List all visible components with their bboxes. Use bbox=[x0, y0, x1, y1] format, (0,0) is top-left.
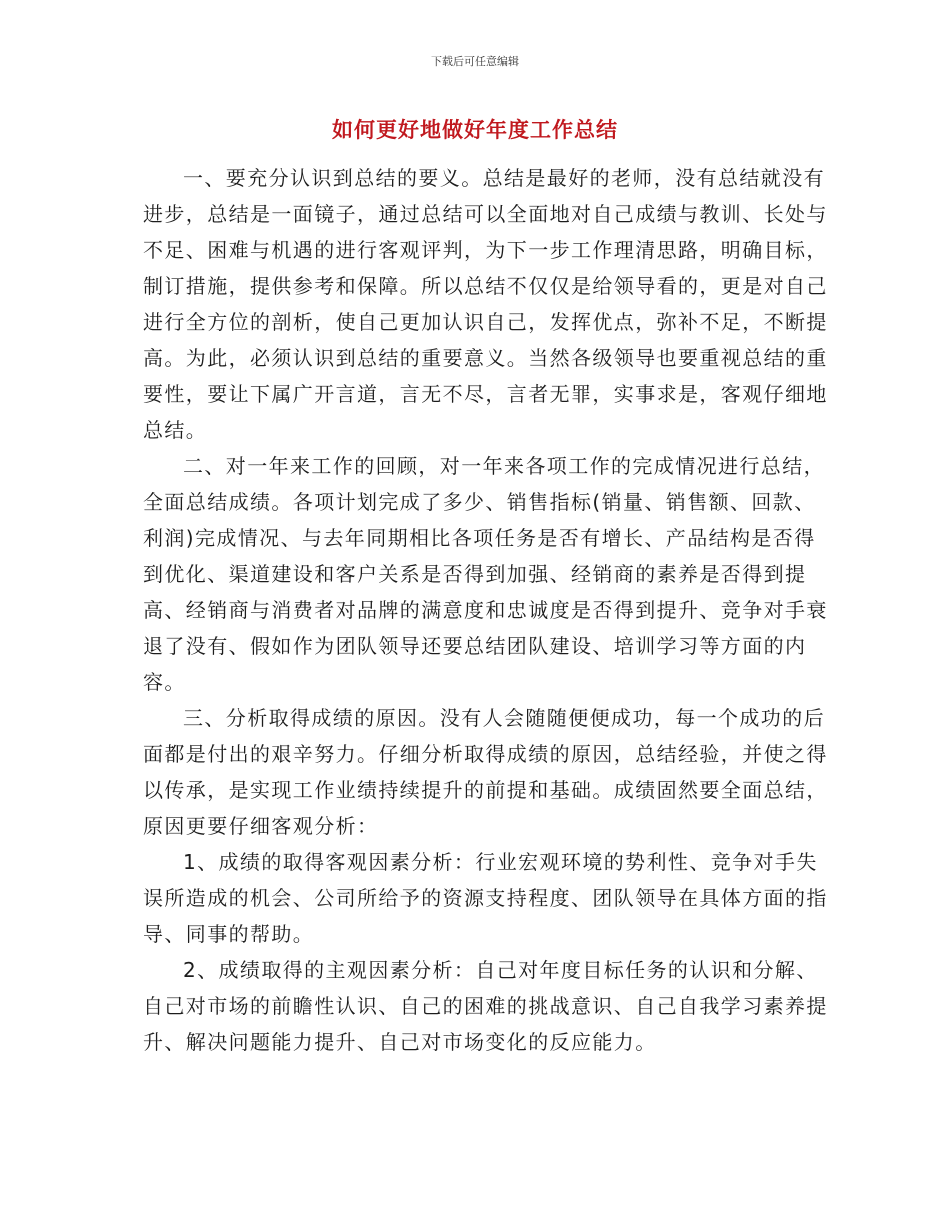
paragraph-5: 2、成绩取得的主观因素分析：自己对年度目标任务的认识和分解、自己对市场的前瞻性认识、自己的困难的挑战意识、自己自我学习素养提升、解决问题能力提升、自己对市场变化的反应能力。 bbox=[143, 958, 828, 1054]
document-title: 如何更好地做好年度工作总结 bbox=[332, 117, 618, 142]
paragraph-4: 1、成绩的取得客观因素分析：行业宏观环境的势利性、竞争对手失误所造成的机会、公司所给予的资源支持程度、团队领导在具体方面的指导、同事的帮助。 bbox=[143, 850, 828, 946]
paragraph-2: 二、对一年来工作的回顾，对一年来各项工作的完成情况进行总结，全面总结成绩。各项计划完成了多少、销售指标(销量、销售额、回款、利润)完成情况、与去年同期相比各项任务是否有增长、产品结构是否得到优化、渠道建设和客户关系是否得到加强、经销商的素养是否得到提高、经销商与消费者对品牌的满意度和忠诚度是否得到提升、竞争对手衰退了没有、假如作为团队领导还要总结团队建设、培训学习等方面的内容。 bbox=[143, 454, 828, 694]
document-body bbox=[143, 160, 833, 1060]
paragraph-1: 一、要充分认识到总结的要义。总结是最好的老师，没有总结就没有进步，总结是一面镜子，通过总结可以全面地对自己成绩与教训、长处与不足、困难与机遇的进行客观评判，为下一步工作理清思路，明确目标，制订措施，提供参考和保障。所以总结不仅仅是给领导看的，更是对自己进行全方位的剖析，使自己更加认识自己，发挥优点，弥补不足，不断提高。为此，必须认识到总结的重要意义。当然各级领导也要重视总结的重要性，要让下属广开言道，言无不尽，言者无罪，实事求是，客观仔细地总结。 bbox=[143, 166, 828, 442]
paragraph-3: 三、分析取得成绩的原因。没有人会随随便便成功，每一个成功的后面都是付出的艰辛努力。仔细分析取得成绩的原因，总结经验，并使之得以传承，是实现工作业绩持续提升的前提和基础。成绩固然要全面总结，原因更要仔细客观分析： bbox=[143, 706, 828, 838]
page-header-note: 下载后可任意编辑 bbox=[431, 55, 519, 68]
